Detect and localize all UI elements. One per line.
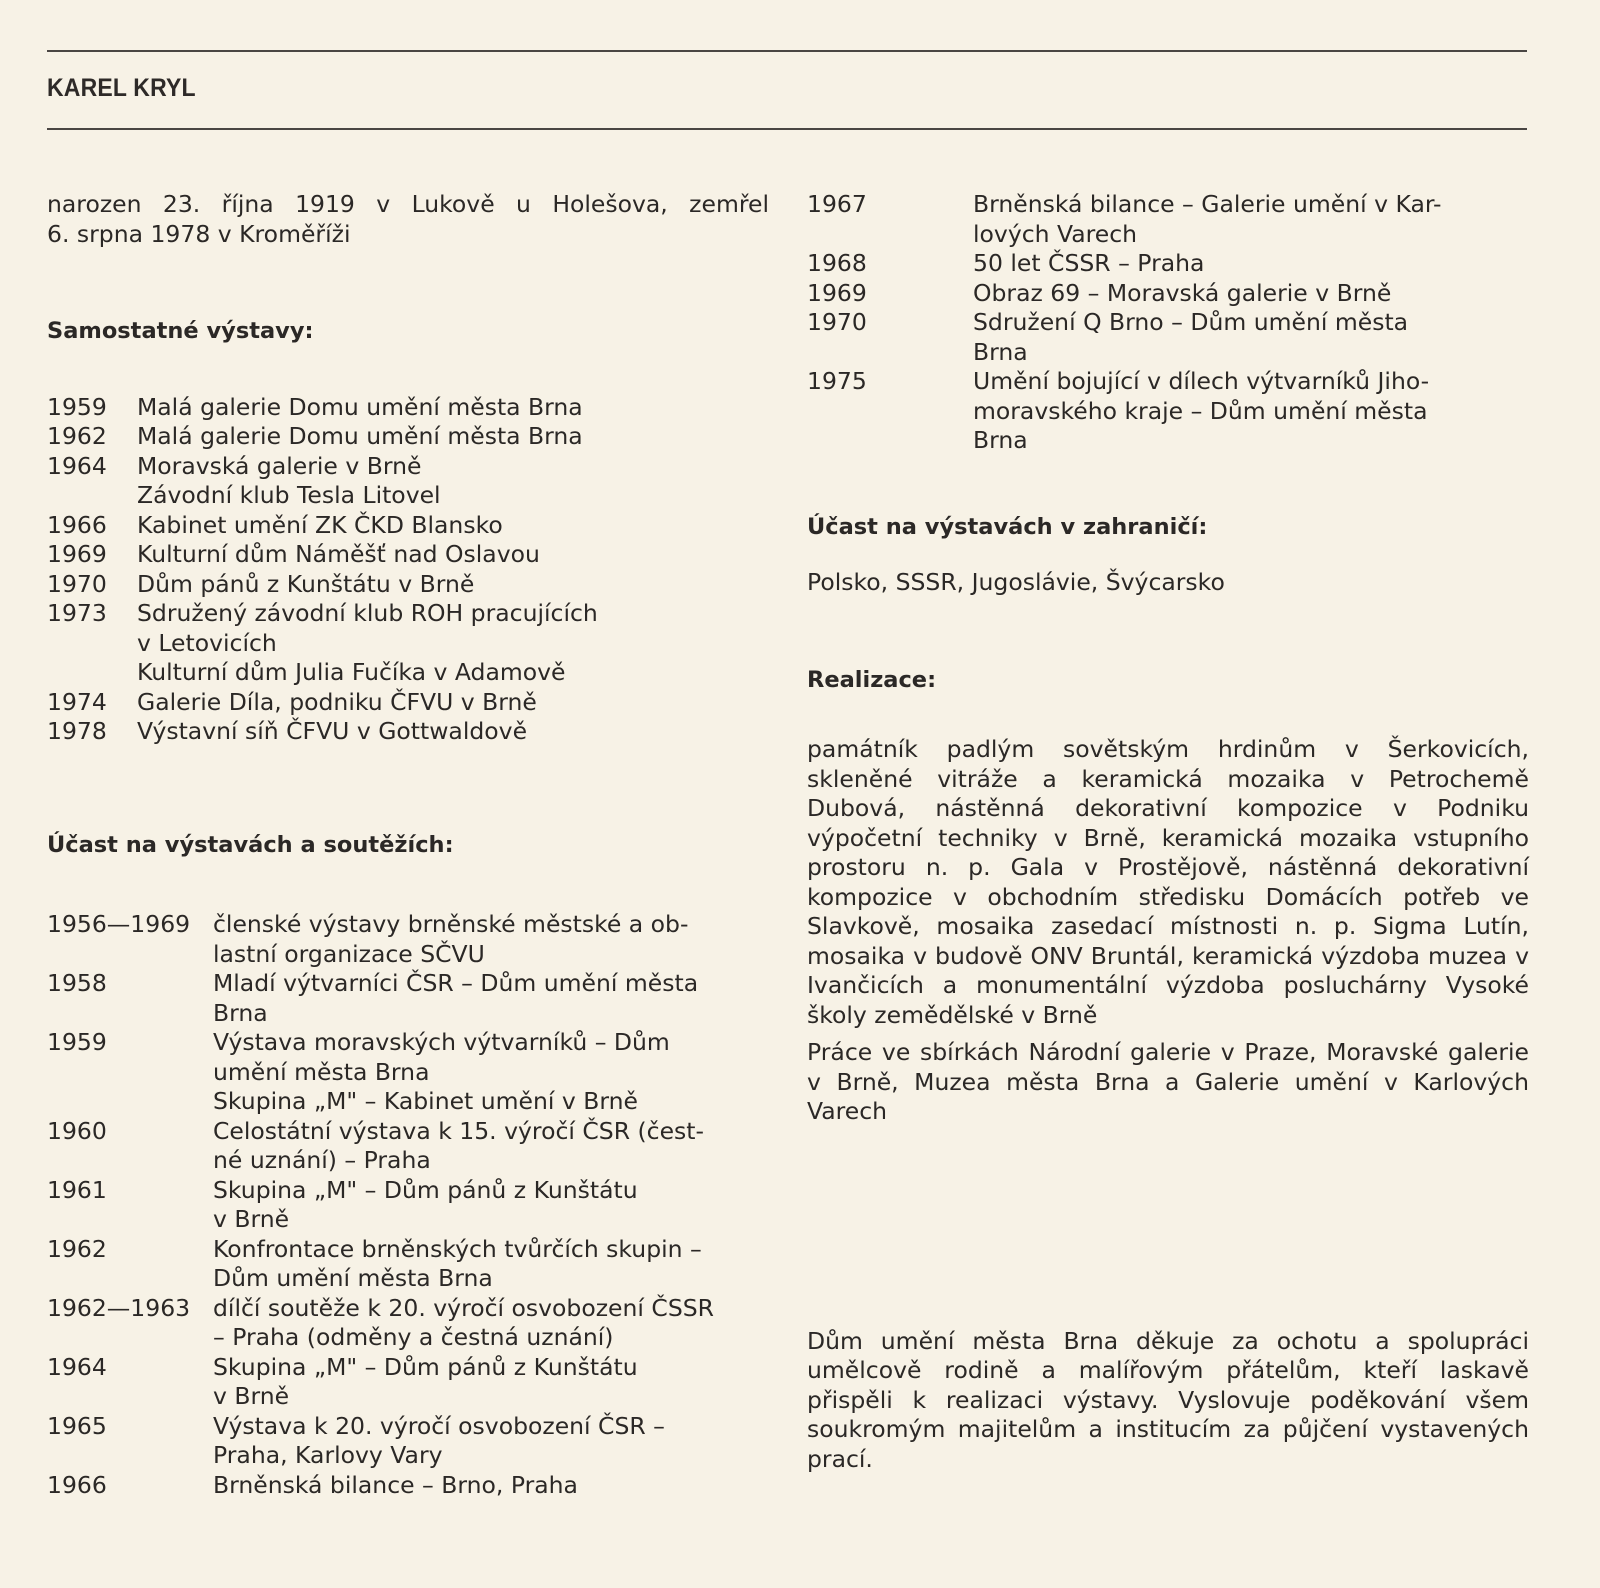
entry-year: 1961 bbox=[47, 1175, 107, 1204]
entry-venue-line: umění města Brna bbox=[213, 1057, 430, 1086]
entry-year: 1966 bbox=[47, 1470, 107, 1499]
exhibition-entry bbox=[807, 367, 1529, 456]
entry-year: 1970 bbox=[47, 569, 107, 598]
exhibition-entry bbox=[47, 1412, 769, 1471]
exhibition-entry bbox=[47, 452, 769, 511]
entry-year: 1965 bbox=[47, 1411, 107, 1440]
exhibition-entry bbox=[807, 249, 1529, 279]
entry-year: 1974 bbox=[47, 687, 107, 716]
foreign-exhibitions-heading: Účast na výstavách v zahraničí: bbox=[807, 513, 1208, 540]
entry-venue-line: Sdružený závodní klub ROH pracujících bbox=[137, 599, 598, 627]
entry-year: 1967 bbox=[807, 190, 867, 218]
exhibition-entry bbox=[47, 422, 769, 452]
entry-venue-line: členské výstavy brněnské městské a ob- bbox=[213, 910, 689, 938]
entry-venue-line: né uznání) – Praha bbox=[213, 1146, 431, 1174]
realizations-text: památník padlým sovětským hrdinům v Šerkovicích, skleněné vitráže a keramická mozaika v Petrochemě Dubová, nástěnná dekorativní kompozice v Podniku výpočetní techniky v Brně, keramická mozaika vstupního prostoru n. p. Gala v Prostějově, nástěnná dekorativní kompozice v obchodním středisku Domácích potřeb ve Slavkově, mosaika zasedací místnosti n. p. Sigma Lutín, mosaika v budově ONV Bruntál, keramická výzdoba muzea v Ivančicích a monumentální výzdoba posluchárny Vysoké školy zemědělské v Brně bbox=[807, 735, 1529, 1029]
group-exhibitions-heading: Účast na výstavách a soutěžích: bbox=[47, 831, 454, 858]
entry-venue bbox=[973, 308, 1529, 367]
entry-venue-line: Dům pánů z Kunštátu v Brně bbox=[137, 569, 475, 598]
entry-year: 1969 bbox=[807, 278, 867, 307]
top-rule bbox=[47, 50, 1527, 52]
exhibition-entry bbox=[47, 1294, 769, 1353]
entry-venue-line: Malá galerie Domu umění města Brna bbox=[137, 422, 583, 450]
right-column bbox=[807, 190, 1529, 1474]
entry-venue bbox=[213, 1294, 769, 1353]
entry-venue bbox=[137, 599, 769, 688]
entry-venue bbox=[973, 249, 1529, 279]
entry-venue bbox=[137, 540, 769, 570]
entry-venue-line: Kulturní dům Náměšť nad Oslavou bbox=[137, 540, 540, 568]
entry-year: 1969 bbox=[47, 540, 107, 568]
bio-line-2: 6. srpna 1978 v Kroměříži bbox=[47, 219, 351, 248]
entry-venue bbox=[137, 422, 769, 452]
entry-venue bbox=[213, 1412, 769, 1471]
entry-venue-line: Kabinet umění ZK ČKD Blansko bbox=[137, 510, 503, 539]
entry-venue-line: Brna bbox=[973, 426, 1028, 454]
entry-year: 1968 bbox=[807, 249, 867, 277]
entry-venue-line: Skupina „M" – Dům pánů z Kunštátu bbox=[213, 1175, 638, 1204]
exhibition-entry bbox=[47, 1235, 769, 1294]
exhibition-entry bbox=[807, 190, 1529, 249]
entry-year: 1975 bbox=[807, 367, 867, 395]
exhibition-entry bbox=[47, 570, 769, 600]
entry-venue-line: Praha, Karlovy Vary bbox=[213, 1441, 443, 1469]
entry-venue bbox=[213, 1471, 769, 1501]
bio bbox=[47, 190, 769, 249]
entry-venue bbox=[137, 393, 769, 423]
exhibition-entry bbox=[807, 279, 1529, 309]
entry-year: 1956—1969 bbox=[47, 910, 191, 938]
entry-venue-line: Skupina „M" – Dům pánů z Kunštátu bbox=[213, 1352, 638, 1381]
title-bottom-rule bbox=[47, 128, 1527, 130]
exhibition-entry bbox=[47, 969, 769, 1028]
exhibition-entry bbox=[47, 717, 769, 747]
exhibition-entry bbox=[47, 910, 769, 969]
entry-venue-line: Výstava k 20. výročí osvobození ČSR – bbox=[213, 1411, 665, 1440]
exhibition-entry bbox=[47, 599, 769, 688]
entry-venue-line: Výstavní síň ČFVU v Gottwaldově bbox=[137, 717, 528, 745]
entry-venue-line: v Letovicích bbox=[137, 628, 277, 657]
entry-year: 1959 bbox=[47, 392, 107, 421]
exhibition-entry bbox=[47, 393, 769, 423]
entry-year: 1966 bbox=[47, 510, 107, 539]
entry-venue-line: Mladí výtvarníci ČSR – Dům umění města bbox=[213, 969, 699, 997]
entry-venue-line: Brna bbox=[213, 998, 268, 1027]
entry-venue-line: Obraz 69 – Moravská galerie v Brně bbox=[973, 278, 1392, 307]
entry-year: 1962—1963 bbox=[47, 1293, 191, 1322]
bio-line-1: narozen 23. října 1919 v Lukově u Holešova, zemřel bbox=[47, 190, 769, 218]
realizations-heading: Realizace: bbox=[807, 666, 937, 693]
entry-venue-line: moravského kraje – Dům umění města bbox=[973, 396, 1428, 425]
entry-venue-line: Brna bbox=[973, 337, 1028, 366]
entry-venue-line: Brněnská bilance – Brno, Praha bbox=[213, 1470, 578, 1499]
entry-venue-line: Dům umění města Brna bbox=[213, 1264, 493, 1292]
entry-year: 1960 bbox=[47, 1116, 107, 1145]
entry-venue-line: Skupina „M" – Kabinet umění v Brně bbox=[213, 1087, 638, 1115]
entry-venue-line: dílčí soutěže k 20. výročí osvobození ČSSR bbox=[213, 1293, 714, 1322]
entry-venue-line: Konfrontace brněnských tvůrčích skupin – bbox=[213, 1234, 702, 1263]
entry-venue-line: Malá galerie Domu umění města Brna bbox=[137, 392, 583, 421]
collections-text: Práce ve sbírkách Národní galerie v Praze, Moravské galerie v Brně, Muzea města Brna a Galerie umění v Karlových Varech bbox=[807, 1038, 1529, 1125]
entry-venue bbox=[213, 910, 769, 969]
entry-year: 1970 bbox=[807, 308, 867, 336]
exhibition-entry bbox=[807, 308, 1529, 367]
entry-venue-line: Umění bojující v dílech výtvarníků Jiho- bbox=[973, 367, 1430, 395]
entry-venue bbox=[137, 511, 769, 541]
entry-venue-line: Kulturní dům Julia Fučíka v Adamově bbox=[137, 658, 566, 686]
entry-venue bbox=[137, 570, 769, 600]
entry-venue bbox=[213, 1235, 769, 1294]
entry-year: 1964 bbox=[47, 1352, 107, 1381]
exhibition-entry bbox=[47, 511, 769, 541]
entry-venue-line: lových Varech bbox=[973, 219, 1138, 248]
exhibition-entry bbox=[47, 1028, 769, 1117]
entry-venue bbox=[213, 1353, 769, 1412]
entry-venue-line: Brněnská bilance – Galerie umění v Kar- bbox=[973, 190, 1442, 218]
entry-venue bbox=[137, 452, 769, 511]
entry-venue-line: – Praha (odměny a čestná uznání) bbox=[213, 1323, 614, 1351]
acknowledgement-text: Dům umění města Brna děkuje za ochotu a spolupráci umělcově rodině a malířovým přátelům, kteří laskavě přispěli k realizaci výstavy. Vyslovuje poděkování všem soukromým majitelům a institucím za půjčení vystavených prací. bbox=[807, 1326, 1529, 1473]
exhibition-entry bbox=[47, 1176, 769, 1235]
entry-venue-line: Moravská galerie v Brně bbox=[137, 451, 422, 480]
entry-year: 1958 bbox=[47, 969, 107, 997]
entry-venue bbox=[137, 688, 769, 718]
entry-venue bbox=[973, 279, 1529, 309]
entry-venue-line: Závodní klub Tesla Litovel bbox=[137, 481, 441, 509]
entry-venue-line: Výstava moravských výtvarníků – Dům bbox=[213, 1028, 670, 1056]
exhibition-entry bbox=[47, 540, 769, 570]
entry-year: 1978 bbox=[47, 717, 107, 745]
group-exhibitions-list-continued bbox=[807, 190, 1529, 456]
entry-venue-line: Sdružení Q Brno – Dům umění města bbox=[973, 308, 1409, 336]
entry-year: 1962 bbox=[47, 422, 107, 450]
entry-venue bbox=[213, 969, 769, 1028]
foreign-exhibitions-countries: Polsko, SSSR, Jugoslávie, Švýcarsko bbox=[807, 568, 1225, 596]
entry-venue-line: v Brně bbox=[213, 1382, 290, 1410]
entry-venue bbox=[213, 1028, 769, 1117]
page-title: KAREL KRYL bbox=[47, 74, 196, 102]
exhibition-entry bbox=[47, 1471, 769, 1501]
entry-year: 1962 bbox=[47, 1234, 107, 1263]
solo-exhibitions-heading: Samostatné výstavy: bbox=[47, 318, 314, 344]
entry-venue-line: Celostátní výstava k 15. výročí ČSR (čest- bbox=[213, 1116, 704, 1145]
entry-venue-line: 50 let ČSSR – Praha bbox=[973, 249, 1205, 277]
exhibition-entry bbox=[47, 1117, 769, 1176]
entry-venue bbox=[213, 1117, 769, 1176]
entry-year: 1959 bbox=[47, 1028, 107, 1056]
exhibition-entry bbox=[47, 688, 769, 718]
entry-year: 1973 bbox=[47, 599, 107, 627]
group-exhibitions-list bbox=[47, 910, 769, 1500]
solo-exhibitions-list bbox=[47, 393, 769, 747]
entry-venue bbox=[137, 717, 769, 747]
exhibition-entry bbox=[47, 1353, 769, 1412]
entry-venue-line: lastní organizace SČVU bbox=[213, 939, 485, 968]
entry-venue bbox=[973, 190, 1529, 249]
entry-venue bbox=[213, 1176, 769, 1235]
entry-venue-line: Galerie Díla, podniku ČFVU v Brně bbox=[137, 687, 537, 716]
entry-venue bbox=[973, 367, 1529, 456]
entry-year: 1964 bbox=[47, 451, 107, 480]
entry-venue-line: v Brně bbox=[213, 1205, 290, 1233]
left-column bbox=[47, 190, 769, 1500]
